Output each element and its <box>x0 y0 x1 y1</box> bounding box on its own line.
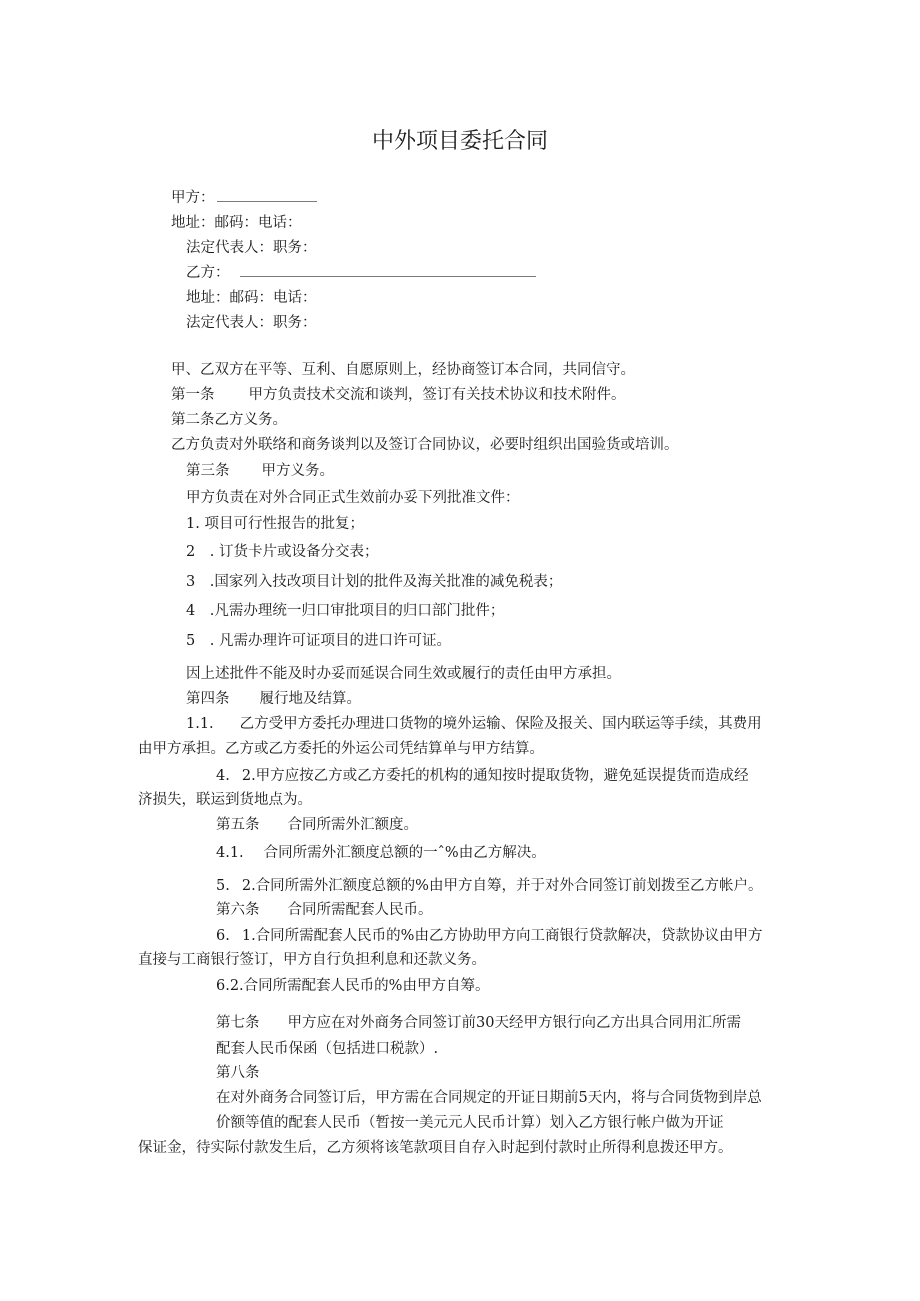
article-6-para-1 <box>216 926 762 946</box>
article-5-title-line <box>216 815 418 835</box>
party-b-blank <box>240 275 536 277</box>
party-b-label: 乙方： <box>186 265 230 281</box>
article-3-item-1: 1. 项目可行性报告的批复； <box>186 516 364 532</box>
article-6-title-line <box>216 900 433 920</box>
party-a-representative: 法定代表人：职务： <box>186 240 317 256</box>
article-4-para-2-text: 2.甲方应按乙方或乙方委托的机构的通知按时提取货物，避免延误提货而造成经 <box>241 768 749 784</box>
article-8-head: 第八条 <box>216 1065 260 1081</box>
article-4-para-1-text: 乙方受甲方委托办理进口货物的境外运输、保险及报关、国内联运等手续，其费用 <box>239 716 762 732</box>
article-2-text: 乙方负责对外联络和商务谈判以及签订合同协议，必要时组织出国验货或培训。 <box>171 437 679 453</box>
article-1 <box>171 385 626 405</box>
party-a-address: 地址：邮码：电话： <box>171 215 302 231</box>
article-5-para-1-text: 合同所需外汇额度总额的一ˆ%由乙方解决。 <box>263 845 546 861</box>
article-3-head: 第三条 <box>186 463 230 479</box>
article-7-head: 第七条 <box>216 1015 260 1031</box>
article-8-line-3: 保证金，待实际付款发生后，乙方须将该笔款项目自存入时起到付款时止所得利息拨还甲方。 <box>138 1140 733 1156</box>
article-5-title: 合同所需外汇额度。 <box>287 817 418 833</box>
party-b-representative: 法定代表人：职务： <box>186 315 317 331</box>
article-3-outro: 因上述批件不能及时办妥而延误合同生效或履行的责任由甲方承担。 <box>186 666 621 682</box>
article-1-head: 第一条 <box>171 387 215 403</box>
article-7-line <box>216 1013 741 1033</box>
article-5-para-1-num: 4.1. <box>216 845 244 861</box>
article-4-para-2-cont: 济损失，联运到货地点为。 <box>138 792 312 808</box>
article-3-intro: 甲方负责在对外合同正式生效前办妥下列批准文件： <box>186 490 520 506</box>
article-6-title: 合同所需配套人民币。 <box>287 902 433 918</box>
article-5-para-2-text: 2.合同所需外汇额度总额的%由甲方自筹，并于对外合同签订前划拨至乙方帐户。 <box>241 878 763 894</box>
article-7-cont: 配套人民币保函（包括进口税款）. <box>216 1041 439 1057</box>
article-4-para-2 <box>216 766 749 786</box>
preamble: 甲、乙双方在平等、互利、自愿原则上，经协商签订本合同，共同信守。 <box>171 362 635 378</box>
article-8-line-2: 价额等值的配套人民币（暂按一美元元人民币计算）划入乙方银行帐户做为开证 <box>216 1115 724 1131</box>
article-2-head: 第二条乙方义务。 <box>171 412 287 428</box>
article-6-para-1-cont: 直接与工商银行签订，甲方自行负担利息和还款义务。 <box>138 952 486 968</box>
article-4-head: 第四条 <box>186 691 230 707</box>
party-b-line <box>186 263 536 283</box>
article-5-para-1 <box>216 843 546 863</box>
article-6-para-1-text: 1.合同所需配套人民币的%由乙方协助甲方向工商银行贷款解决，贷款协议由甲方 <box>241 928 763 944</box>
party-a-line <box>171 188 317 208</box>
article-5-para-2 <box>216 876 762 896</box>
article-6-para-2: 6.2.合同所需配套人民币的%由甲方自筹。 <box>216 978 490 994</box>
article-6-head: 第六条 <box>216 902 260 918</box>
article-4-title: 履行地及结算。 <box>259 691 361 707</box>
document-title: 中外项目委托合同 <box>371 129 548 154</box>
article-7-text: 甲方应在对外商务合同签订前30天经甲方银行向乙方出具合同用汇所需 <box>287 1015 741 1031</box>
article-3-item-2: 2 . 订货卡片或设备分交表； <box>186 544 379 560</box>
article-5-head: 第五条 <box>216 817 260 833</box>
article-3-item-5: 5 . 凡需办理许可证项目的进口许可证。 <box>186 633 451 649</box>
article-3-item-3: 3 .国家列入技改项目计划的批件及海关批准的减免税表； <box>186 574 563 590</box>
party-a-blank <box>217 200 317 202</box>
article-5-para-2-num: 5. <box>216 878 230 894</box>
article-3-item-4: 4 .凡需办理统一归口审批项目的归口部门批件； <box>186 603 505 619</box>
party-a-label: 甲方： <box>171 190 215 206</box>
article-3-title: 甲方义务。 <box>261 463 334 479</box>
article-1-text: 甲方负责技术交流和谈判，签订有关技术协议和技术附件。 <box>248 387 626 403</box>
article-4-title-line <box>186 689 361 709</box>
article-4-para-1-cont: 由甲方承担。乙方或乙方委托的外运公司凭结算单与甲方结算。 <box>138 741 544 757</box>
party-b-address: 地址：邮码：电话： <box>186 290 317 306</box>
article-3-title-line <box>186 461 334 481</box>
article-4-para-1-num: 1.1. <box>186 716 214 732</box>
article-4-para-1 <box>186 714 762 734</box>
article-6-para-1-num: 6. <box>216 928 230 944</box>
article-8-line-1: 在对外商务合同签订后，甲方需在合同规定的开证日期前5天内，将与合同货物到岸总 <box>216 1090 762 1106</box>
article-4-para-2-num: 4. <box>216 768 230 784</box>
